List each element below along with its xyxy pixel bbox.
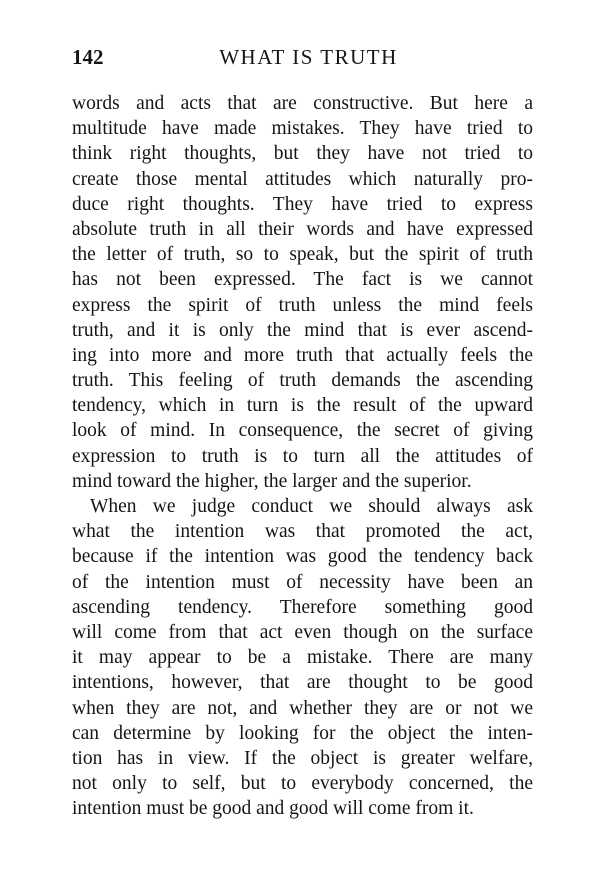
text-line: the letter of truth, so to speak, but the spirit of truth [72, 244, 533, 266]
text-line: multitude have made mistakes. They have tried to [72, 118, 533, 140]
text-line: tion has in view. If the object is greater welfare, [72, 747, 533, 769]
paragraph [72, 91, 533, 494]
text-line: can determine by looking for the object the inten- [72, 722, 533, 744]
text-line: of the intention must of necessity have been an [72, 571, 533, 593]
page-body [72, 91, 533, 821]
text-line: think right thoughts, but they have not tried to [72, 143, 533, 165]
text-line: words and acts that are constructive. But here a [72, 93, 533, 114]
text-line: truth. This feeling of truth demands the ascending [72, 370, 533, 392]
text-line: when they are not, and whether they are or not we [72, 697, 533, 719]
text-line: intention must be good and good will come from it. [72, 798, 474, 820]
text-line: what the intention was that promoted the act, [72, 521, 533, 543]
page-number: 142 [72, 45, 104, 69]
text-line: expression to truth is to turn all the attitudes of [72, 445, 533, 467]
text-line: create those mental attitudes which naturally pro- [72, 168, 533, 190]
text-line: not only to self, but to everybody concerned, the [72, 773, 533, 795]
text-line: truth, and it is only the mind that is ever ascend- [72, 319, 533, 341]
text-line: mind toward the higher, the larger and the superior. [72, 470, 472, 492]
text-line: absolute truth in all their words and have expressed [72, 218, 533, 240]
text-line: ing into more and more truth that actually feels the [72, 344, 533, 366]
text-line: ascending tendency. Therefore something good [72, 596, 533, 618]
page-header [72, 45, 533, 73]
text-line: duce right thoughts. They have tried to express [72, 193, 533, 215]
text-line: because if the intention was good the tendency back [72, 546, 533, 568]
text-line: When we judge conduct we should always ask [90, 496, 533, 517]
text-line: will come from that act even though on the surface [72, 621, 533, 643]
paragraph [72, 494, 533, 821]
text-line: tendency, which in turn is the result of the upward [72, 395, 533, 417]
text-line: look of mind. In consequence, the secret of giving [72, 420, 533, 442]
text-line: has not been expressed. The fact is we cannot [72, 269, 533, 291]
text-line: it may appear to be a mistake. There are many [72, 647, 533, 669]
text-line: express the spirit of truth unless the mind feels [72, 294, 533, 316]
text-line: intentions, however, that are thought to be good [72, 672, 533, 694]
running-title: WHAT IS TRUTH [219, 45, 398, 69]
